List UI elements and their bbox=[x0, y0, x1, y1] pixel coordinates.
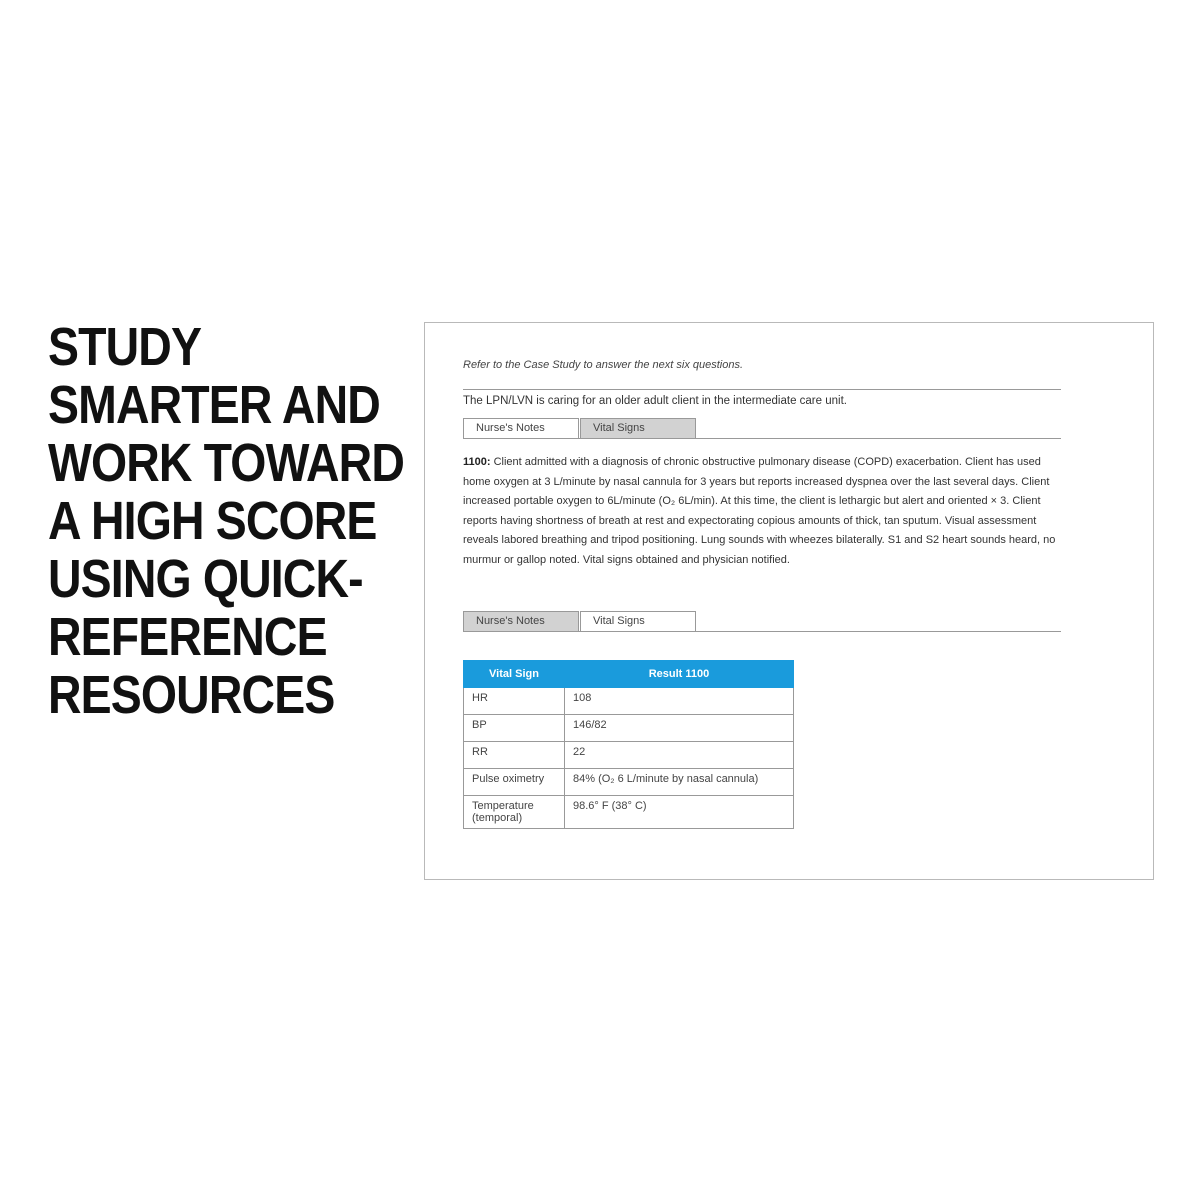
vital-sign-result: 108 bbox=[565, 687, 794, 714]
vital-signs-table bbox=[463, 660, 794, 829]
tab-bar-top bbox=[463, 416, 1061, 438]
divider bbox=[463, 438, 1061, 439]
table-row bbox=[464, 714, 794, 741]
notes-body: Client admitted with a diagnosis of chronic obstructive pulmonary disease (COPD) exacerbation. Client has used home oxygen at 3 L/minute by nasal cannula for 3 years but reports increased dyspnea over the last several days. Client increased portable oxygen to 6L/minute (O₂ 6L/min). At this time, the client is lethargic but alert and oriented × 3. Client reports having shortness of breath at rest and expectorating copious amounts of thick, tan sputum. Visual assessment reveals labored breathing and tripod positioning. Lung sounds with wheezes bilaterally. S1 and S2 heart sounds heard, no murmur or gallop noted. Vital signs obtained and physician notified. bbox=[463, 456, 1056, 566]
headline-line: STUDY bbox=[48, 317, 202, 377]
headline-line: A HIGH SCORE bbox=[48, 491, 377, 551]
headline-line: RESOURCES bbox=[48, 665, 335, 725]
divider bbox=[463, 631, 1061, 632]
column-header: Result 1100 bbox=[565, 660, 794, 687]
headline-line: SMARTER AND bbox=[48, 375, 380, 435]
tab-vital-signs[interactable]: Vital Signs bbox=[580, 418, 696, 438]
tab-vital-signs[interactable]: Vital Signs bbox=[580, 611, 696, 631]
vital-sign-result: 84% (O₂ 6 L/minute by nasal cannula) bbox=[565, 768, 794, 795]
headline bbox=[48, 317, 405, 725]
table-header-row bbox=[464, 660, 794, 687]
headline-line: USING QUICK- bbox=[48, 549, 363, 609]
table-row bbox=[464, 795, 794, 828]
vital-sign-name: BP bbox=[464, 714, 565, 741]
vital-sign-result: 22 bbox=[565, 741, 794, 768]
vital-sign-name: HR bbox=[464, 687, 565, 714]
vital-sign-result: 146/82 bbox=[565, 714, 794, 741]
headline-line: WORK TOWARD bbox=[48, 433, 405, 493]
column-header: Vital Sign bbox=[464, 660, 565, 687]
divider bbox=[463, 389, 1061, 390]
tab-nurses-notes[interactable]: Nurse's Notes bbox=[463, 418, 579, 438]
tab-bar-bottom bbox=[463, 609, 1061, 631]
tab-nurses-notes[interactable]: Nurse's Notes bbox=[463, 611, 579, 631]
vital-sign-name: Pulse oximetry bbox=[464, 768, 565, 795]
nurses-notes-text bbox=[463, 453, 1061, 571]
notes-time: 1100: bbox=[463, 456, 491, 468]
headline-line: REFERENCE bbox=[48, 607, 327, 667]
vital-sign-result: 98.6° F (38° C) bbox=[565, 795, 794, 828]
vital-sign-name: RR bbox=[464, 741, 565, 768]
scenario-text: The LPN/LVN is caring for an older adult client in the intermediate care unit. bbox=[463, 395, 847, 407]
table-row bbox=[464, 687, 794, 714]
table-row bbox=[464, 741, 794, 768]
case-study-intro: Refer to the Case Study to answer the next six questions. bbox=[463, 359, 744, 371]
vital-sign-name: Temperature (temporal) bbox=[464, 795, 565, 828]
table-row bbox=[464, 768, 794, 795]
case-study-content bbox=[463, 353, 1061, 829]
case-study-card bbox=[424, 322, 1154, 880]
